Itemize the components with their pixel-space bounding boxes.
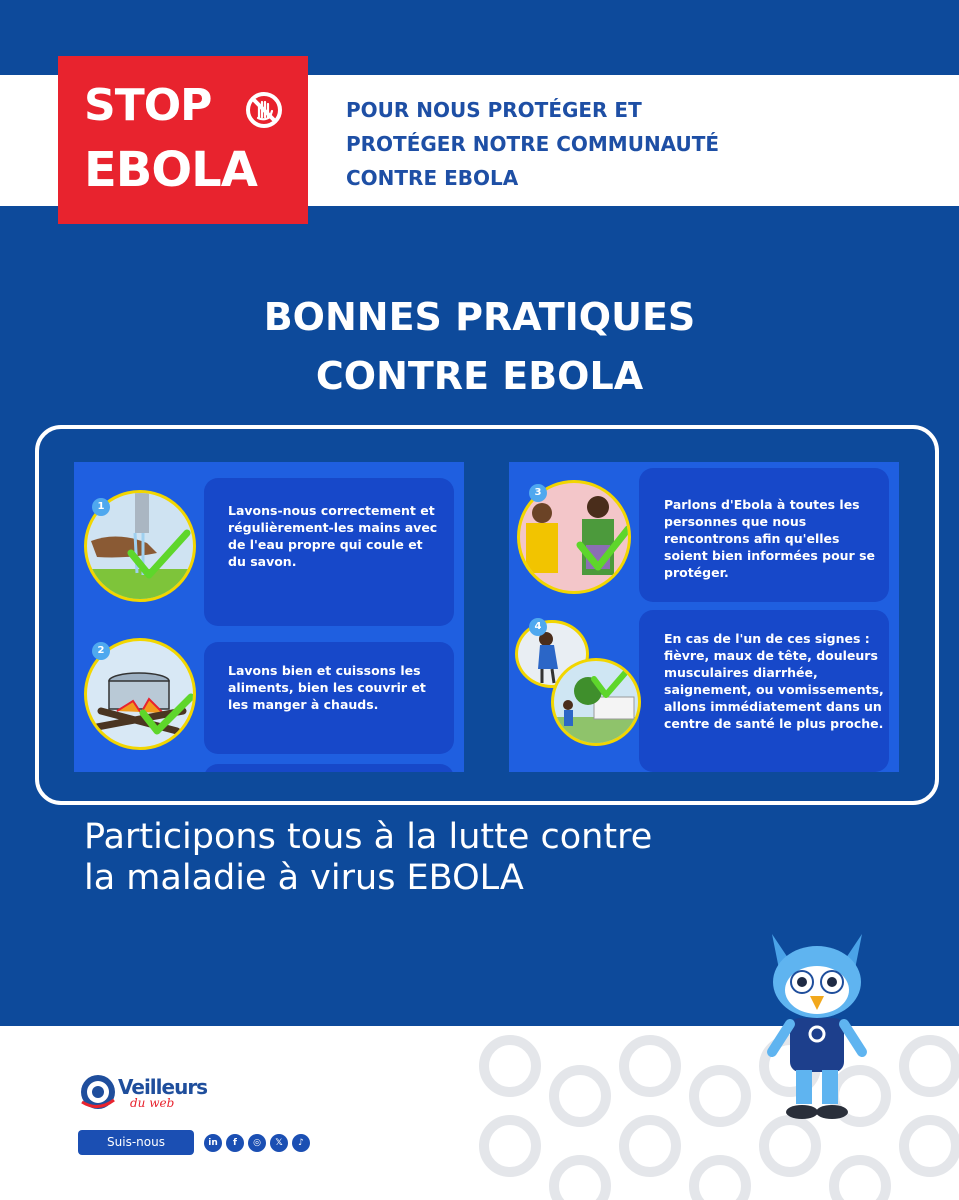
- facebook-icon[interactable]: f: [226, 1134, 244, 1152]
- practice-text-1: Lavons-nous correctement et régulièrement-les mains avec de l'eau propre qui coule et du savon.: [228, 503, 438, 569]
- follow-us-button[interactable]: Suis-nous: [78, 1130, 194, 1155]
- brand-subtitle: du web: [130, 1096, 175, 1110]
- tagline-line-3: CONTRE EBOLA: [346, 166, 519, 190]
- practices-panel-left: [74, 462, 464, 772]
- practice-number-1: 1: [92, 498, 110, 516]
- tiktok-icon[interactable]: ♪: [292, 1134, 310, 1152]
- tagline-line-2: PROTÉGER NOTRE COMMUNAUTÉ: [346, 132, 720, 156]
- brand-name: Veilleurs: [118, 1075, 208, 1099]
- owl-mascot: [762, 924, 872, 1124]
- veilleurs-logo-icon: [78, 1072, 118, 1112]
- practice-number-3: 3: [529, 484, 547, 502]
- instagram-icon[interactable]: ◎: [248, 1134, 266, 1152]
- practice-card-partial: [204, 764, 454, 772]
- practices-panel-right: [509, 462, 899, 772]
- slogan-line-1: Participons tous à la lutte contre: [84, 817, 653, 857]
- linkedin-icon[interactable]: in: [204, 1134, 222, 1152]
- badge-ebola-text: EBOLA: [84, 142, 257, 198]
- practice-number-2: 2: [92, 642, 110, 660]
- no-touch-icon: [244, 90, 284, 130]
- section-title-line-1: BONNES PRATIQUES: [263, 295, 696, 339]
- speech-bubble-pattern: [470, 1026, 959, 1200]
- section-title-line-2: CONTRE EBOLA: [315, 354, 644, 398]
- practice-number-4: 4: [529, 618, 547, 636]
- slogan-line-2: la maladie à virus EBOLA: [84, 858, 524, 898]
- x-icon[interactable]: 𝕏: [270, 1134, 288, 1152]
- practice-text-3: Parlons d'Ebola à toutes les personnes que nous rencontrons afin qu'elles soient bien informées pour se protéger.: [664, 497, 875, 580]
- practice-text-2: Lavons bien et cuissons les aliments, bien les couvrir et les manger à chauds.: [228, 663, 426, 712]
- tagline-line-1: POUR NOUS PROTÉGER ET: [346, 98, 642, 122]
- badge-stop-text: STOP: [84, 80, 212, 131]
- practice-text-4: En cas de l'un de ces signes : fièvre, maux de tête, douleurs musculaires diarrhée, saignement, ou vomissements, allons immédiatement dans un centre de santé le plus proche.: [664, 631, 884, 731]
- health-centre-illustration: [551, 658, 641, 746]
